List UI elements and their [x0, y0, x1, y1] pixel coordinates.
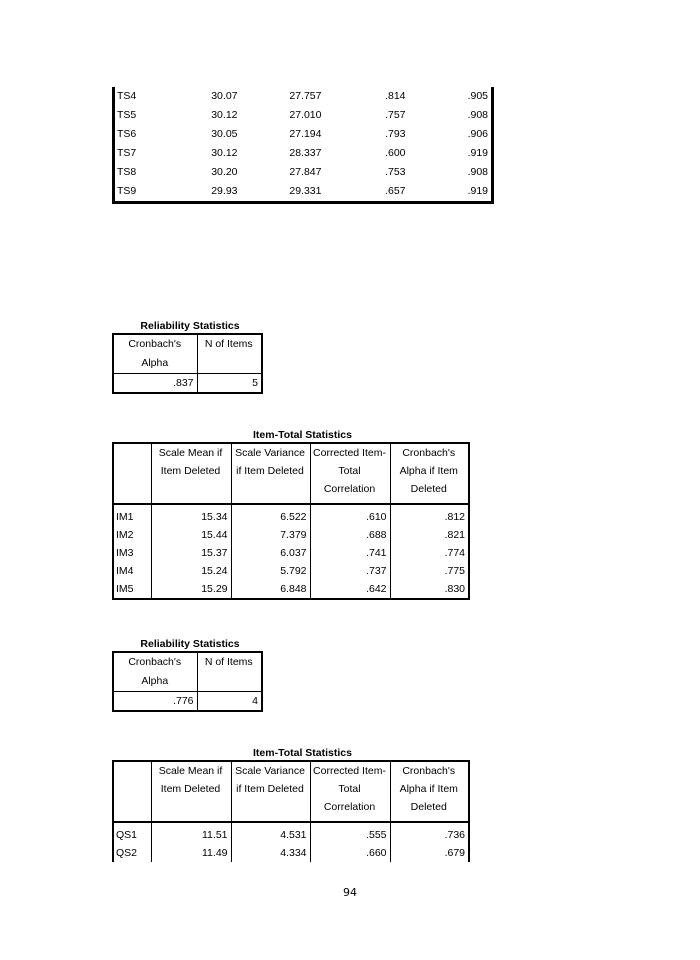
table-row: [114, 87, 493, 106]
table-row: [113, 580, 469, 599]
table-row: [114, 106, 493, 125]
cell-value: 15.44: [151, 526, 231, 544]
cell-value: .812: [390, 504, 469, 526]
row-label: TS9: [117, 185, 137, 197]
n-items-value: 4: [197, 692, 262, 712]
cell-value: 11.49: [151, 844, 231, 862]
cell-value: 30.05: [211, 128, 238, 140]
reliability-statistics-1: [112, 319, 268, 394]
cell-value: .908: [467, 166, 488, 178]
row-label: IM1: [116, 511, 134, 523]
cell-value: .814: [385, 90, 406, 102]
cell-value: 29.93: [211, 185, 238, 197]
cell-value: 15.34: [151, 504, 231, 526]
table-title: Reliability Statistics: [140, 638, 240, 650]
table-row: [114, 182, 493, 203]
header-cronbachs-alpha: Cronbach's Alpha: [113, 652, 197, 692]
table-row: [113, 562, 469, 580]
row-label: TS5: [117, 109, 137, 121]
row-label: TS6: [117, 128, 137, 140]
cell-value: .919: [467, 147, 488, 159]
cell-value: .741: [310, 544, 390, 562]
cell-value: .736: [390, 822, 469, 844]
header-n-of-items: N of Items: [197, 652, 262, 692]
cell-value: 27.757: [289, 90, 322, 102]
row-label: TS7: [117, 147, 137, 159]
cell-value: .757: [385, 109, 406, 121]
cell-value: 27.194: [289, 128, 322, 140]
row-label: QS1: [116, 829, 138, 841]
alpha-value: .837: [173, 377, 194, 389]
cell-value: 4.531: [231, 822, 310, 844]
cell-value: 11.51: [151, 822, 231, 844]
cell-value: .610: [310, 504, 390, 526]
cell-value: .642: [310, 580, 390, 599]
column-header: Corrected Item- Total Correlation: [310, 443, 390, 504]
cell-value: .657: [385, 185, 406, 197]
row-label: IM2: [116, 529, 134, 541]
cell-value: .906: [467, 128, 488, 140]
table-title: Reliability Statistics: [140, 320, 240, 332]
cell-value: .688: [310, 526, 390, 544]
cell-value: .830: [390, 580, 469, 599]
item-total-statistics-2: [112, 746, 493, 862]
alpha-value: .776: [173, 695, 194, 707]
cell-value: .905: [467, 90, 488, 102]
column-header: Scale Variance if Item Deleted: [231, 761, 310, 822]
cell-value: 30.12: [211, 147, 238, 159]
cell-value: .737: [310, 562, 390, 580]
cell-value: .821: [390, 526, 469, 544]
page-number: 94: [343, 886, 357, 899]
cell-value: .793: [385, 128, 406, 140]
cell-value: 15.37: [151, 544, 231, 562]
reliability-statistics-2: [112, 637, 268, 712]
header-corner: [113, 761, 151, 822]
cell-value: .679: [390, 844, 469, 862]
cell-value: 15.24: [151, 562, 231, 580]
column-header: Scale Variance if Item Deleted: [231, 443, 310, 504]
cell-value: 27.010: [289, 109, 322, 121]
cell-value: .919: [467, 185, 488, 197]
column-header: Corrected Item- Total Correlation: [310, 761, 390, 822]
header-row: [113, 443, 469, 504]
cell-value: .774: [390, 544, 469, 562]
item-total-table-ts-fragment: [112, 87, 494, 204]
cell-value: 27.847: [289, 166, 322, 178]
header-n-of-items: N of Items: [197, 334, 262, 374]
column-header: Scale Mean if Item Deleted: [151, 443, 231, 504]
cell-value: 15.29: [151, 580, 231, 599]
item-total-statistics-1: [112, 428, 493, 600]
item-total-table: [112, 442, 470, 600]
cell-value: .775: [390, 562, 469, 580]
table-row: [113, 526, 469, 544]
cell-value: 30.07: [211, 90, 238, 102]
table-row: [113, 544, 469, 562]
table-row: [114, 163, 493, 182]
cell-value: 30.12: [211, 109, 238, 121]
column-header: Cronbach's Alpha if Item Deleted: [390, 443, 469, 504]
cell-value: 6.522: [231, 504, 310, 526]
table-row: [113, 504, 469, 526]
cell-value: .908: [467, 109, 488, 121]
reliability-table: [112, 651, 263, 712]
reliability-table: [112, 333, 263, 394]
header-corner: [113, 443, 151, 504]
column-header: Scale Mean if Item Deleted: [151, 761, 231, 822]
row-label: TS4: [117, 90, 137, 102]
cell-value: .555: [310, 822, 390, 844]
header-row: [113, 761, 469, 822]
cell-value: 5.792: [231, 562, 310, 580]
row-label: IM3: [116, 547, 134, 559]
table-row: [114, 144, 493, 163]
cell-value: .600: [385, 147, 406, 159]
cell-value: 28.337: [289, 147, 322, 159]
cell-value: .660: [310, 844, 390, 862]
table-row: [114, 125, 493, 144]
cell-value: 7.379: [231, 526, 310, 544]
cell-value: 6.848: [231, 580, 310, 599]
table-row: [113, 844, 469, 862]
cell-value: 4.334: [231, 844, 310, 862]
cell-value: 29.331: [289, 185, 322, 197]
cell-value: 30.20: [211, 166, 238, 178]
column-header: Cronbach's Alpha if Item Deleted: [390, 761, 469, 822]
table-row: [113, 822, 469, 844]
header-cronbachs-alpha: Cronbach's Alpha: [113, 334, 197, 374]
n-items-value: 5: [197, 374, 262, 394]
cell-value: 6.037: [231, 544, 310, 562]
item-total-table: [112, 760, 470, 862]
row-label: QS2: [116, 847, 138, 859]
table-title: Item-Total Statistics: [253, 747, 352, 759]
row-label: IM4: [116, 565, 134, 577]
table-title: Item-Total Statistics: [253, 429, 352, 441]
cell-value: .753: [385, 166, 406, 178]
row-label: IM5: [116, 583, 134, 595]
row-label: TS8: [117, 166, 137, 178]
